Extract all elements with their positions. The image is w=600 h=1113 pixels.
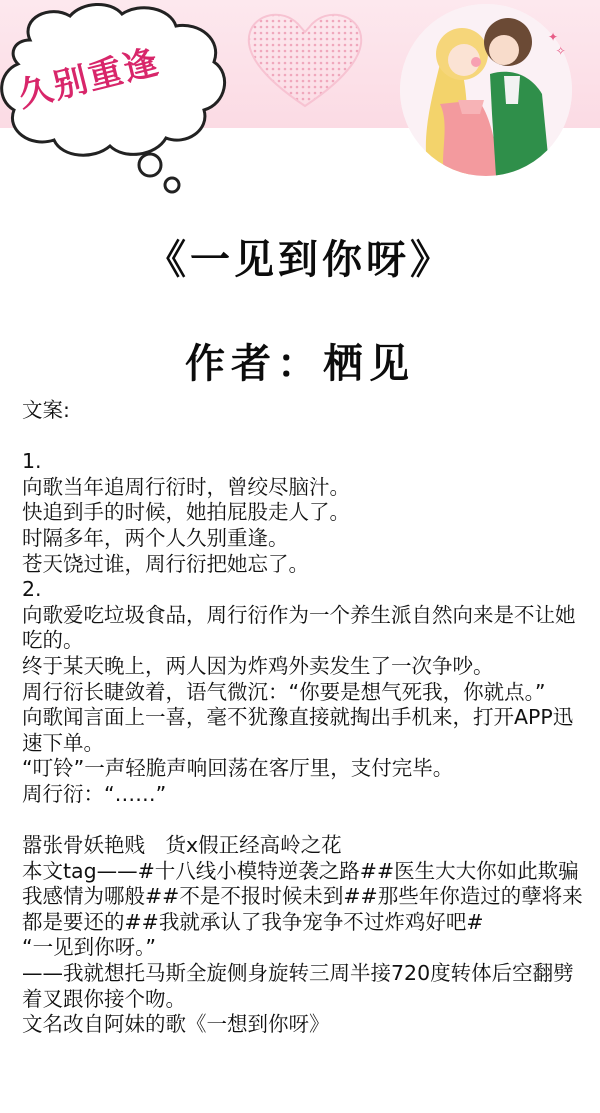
sparkle-icon: ✦ ✧	[548, 30, 566, 58]
text-line: 苍天饶过谁，周行衍把她忘了。	[22, 551, 309, 576]
blank-line	[22, 424, 587, 450]
page-title: 《一见到你呀》	[146, 237, 454, 283]
text-line: 周行衍：“……”	[22, 781, 167, 806]
badge-label: 久别重逢	[14, 41, 164, 116]
synopsis	[22, 398, 587, 1038]
text-line: 向歌当年追周行衍时，曾绞尽脑汁。	[22, 474, 350, 499]
blank-line	[22, 808, 587, 834]
text-line: 向歌爱吃垃圾食品，周行衍作为一个养生派自然向来是不让她吃的。	[22, 602, 576, 653]
heart-icon	[240, 6, 370, 116]
text-line: “一见到你呀。”	[22, 935, 156, 960]
text-line: 嚣张骨妖艳贱 货x假正经高岭之花	[22, 833, 342, 858]
author-line: 作者：栖见	[185, 341, 415, 387]
text-line: 周行衍长睫敛着，语气微沉：“你要是想气死我，你就点。”	[22, 679, 546, 704]
text-line: 本文tag——#十八线小模特逆袭之路##医生大大你如此欺骗我感情为哪般##不是不报时候未到##那些年你造过的孽将来都是要还的##我就承认了我争宠争不过炸鸡好吧#	[22, 858, 583, 934]
text-line: 2.	[22, 577, 42, 602]
text-line: 1.	[22, 449, 42, 474]
text-line: 文案:	[22, 398, 70, 422]
text-line: 快追到手的时候，她拍屁股走人了。	[22, 500, 350, 525]
text-line: 文名改自阿妹的歌《一想到你呀》	[22, 1012, 330, 1037]
couple-illustration	[400, 4, 572, 176]
text-line: 向歌闻言面上一喜，毫不犹豫直接就掏出手机来，打开APP迅速下单。	[22, 705, 574, 755]
text-line: 时隔多年，两个人久别重逢。	[22, 525, 289, 550]
text-line: ——我就想托马斯全旋侧身旋转三周半接720度转体后空翻劈着叉跟你接个吻。	[22, 961, 574, 1011]
text-line: “叮铃”一声轻脆声响回荡在客厅里，支付完毕。	[22, 756, 454, 781]
text-line: 终于某天晚上，两人因为炸鸡外卖发生了一次争吵。	[22, 653, 494, 678]
